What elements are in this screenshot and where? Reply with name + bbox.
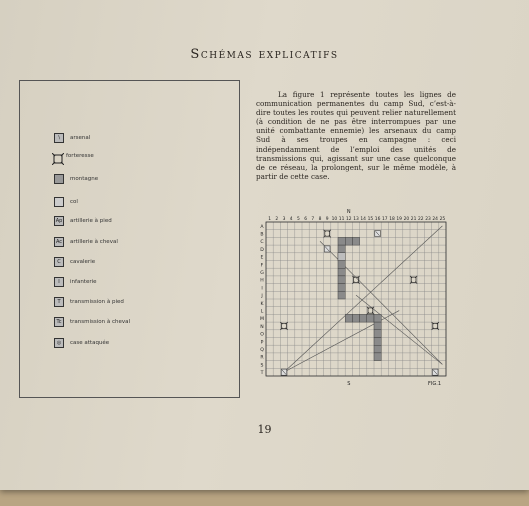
mountain-cell <box>352 237 359 245</box>
row-label: P <box>260 340 264 346</box>
col-icon <box>54 197 64 207</box>
transmission-cheval-icon: Tc <box>54 317 64 327</box>
column-label: 16 <box>374 217 381 222</box>
legend-label: case attaquée <box>70 340 110 346</box>
row-label: F <box>260 263 264 269</box>
legend-label: artillerie à cheval <box>70 239 118 245</box>
row-label: A <box>260 224 264 230</box>
arsenal-icon <box>281 369 287 375</box>
mountain-cell <box>374 330 381 338</box>
arsenal-icon <box>432 369 438 375</box>
body-text <box>256 90 456 181</box>
row-label: B <box>260 232 264 238</box>
column-label: 23 <box>425 217 431 222</box>
legend-item <box>54 132 90 144</box>
column-label: 22 <box>418 217 424 222</box>
arsenal-icon <box>375 231 381 237</box>
mountain-cell <box>338 261 345 269</box>
column-label: 24 <box>432 217 438 222</box>
legend-item <box>54 196 78 208</box>
fortress-icon <box>324 230 331 238</box>
column-label: 7 <box>311 217 315 222</box>
fortress-icon <box>432 322 439 330</box>
legend-label: forteresse <box>66 153 94 159</box>
north-marker: N <box>346 209 351 215</box>
column-label: 19 <box>396 217 402 222</box>
column-label: 13 <box>353 217 359 222</box>
legend-label: transmission à pied <box>70 299 124 305</box>
legend-label: artillerie à pied <box>70 218 112 224</box>
case-attaquee-icon: ◎ <box>54 338 64 348</box>
row-label: K <box>260 301 264 307</box>
column-label: 17 <box>382 217 388 222</box>
route-line <box>284 311 399 373</box>
row-labels <box>260 224 265 376</box>
row-label: T <box>260 371 264 377</box>
artillerie-pied-icon: Ap <box>55 218 63 224</box>
legend-item <box>54 173 98 185</box>
legend-label: col <box>70 199 78 205</box>
legend-label: cavalerie <box>70 259 96 265</box>
legend-item <box>54 256 95 268</box>
mountain-cell <box>338 284 345 292</box>
row-label: M <box>260 317 264 323</box>
mountain-cell <box>338 276 345 284</box>
column-label: 21 <box>410 217 417 222</box>
mountain-cell <box>374 345 381 353</box>
mountain-cell <box>338 268 345 276</box>
transmission-pied-icon: T <box>54 297 64 307</box>
column-label: 8 <box>318 217 322 222</box>
column-labels <box>268 216 445 222</box>
fortress-icon <box>352 276 359 284</box>
column-label: 14 <box>360 217 366 222</box>
column-label: 10 <box>331 217 338 222</box>
column-label: 9 <box>325 217 329 222</box>
row-label: Q <box>260 347 264 353</box>
column-label: 12 <box>346 217 352 222</box>
legend-label: arsenal <box>70 135 91 141</box>
column-label: 4 <box>289 217 293 222</box>
arsenal-icon: ∖ <box>54 133 64 143</box>
legend-label: montagne <box>70 176 99 182</box>
arsenal-icon <box>324 246 330 252</box>
legend-item <box>54 236 118 248</box>
row-label: S <box>260 363 264 369</box>
row-label: G <box>260 270 264 276</box>
row-label: J <box>261 294 263 300</box>
fortress-icon <box>367 307 374 315</box>
row-label: R <box>260 355 264 361</box>
body-paragraph: La figure 1 représente toutes les lignes de communication permanentes du camp Sud, c’est-à-dire toutes les routes qui peuvent relier naturellement (à condition de ne pas être interrompues par une unité combattante ennemie) les arsenaux du camp Sud à ses troupes en campagne : ceci indépendamment de l’emploi des unités de transmissions qui, agissant sur une case quelconque de ce réseau, la prolongent, sur le même modèle, à partir de cette case. <box>256 90 456 181</box>
row-label: O <box>260 332 264 338</box>
column-label: 2 <box>275 217 279 222</box>
cavalerie-icon: C <box>54 257 64 267</box>
column-label: 18 <box>389 217 395 222</box>
mountain-cell <box>367 314 374 322</box>
infanterie-icon: I <box>54 277 64 287</box>
mountain-cell <box>345 314 352 322</box>
legend-item <box>54 316 130 328</box>
row-label: E <box>260 255 264 261</box>
legend-label: infanterie <box>70 279 97 285</box>
column-label: 15 <box>367 217 374 222</box>
legend-item <box>54 337 109 349</box>
page-number: 19 <box>257 423 272 436</box>
legend-box <box>19 80 240 398</box>
figure-caption: FIG.1 <box>428 381 441 387</box>
fortress-icon <box>280 322 287 330</box>
south-marker: S <box>347 381 351 387</box>
artillerie-cheval-icon: Ac <box>55 239 63 245</box>
mountain-cell <box>338 245 345 253</box>
mountain-cell <box>345 237 352 245</box>
column-label: 20 <box>403 217 410 222</box>
figure-1-grid-map <box>252 208 464 394</box>
mountain-cell <box>374 338 381 346</box>
montagne-icon <box>54 174 64 184</box>
legend-item <box>54 150 94 162</box>
row-label: I <box>261 286 263 292</box>
legend-label: transmission à cheval <box>70 319 131 325</box>
mountain-cell <box>374 314 381 322</box>
mountain-cell <box>374 353 381 361</box>
row-label: N <box>260 324 264 330</box>
pass-cell <box>338 253 345 261</box>
row-label: H <box>260 278 264 284</box>
forteresse-icon <box>52 150 64 162</box>
legend-item <box>54 215 112 227</box>
fortress-icon <box>410 276 417 284</box>
row-label: D <box>260 247 264 253</box>
mountain-cell <box>338 237 345 245</box>
row-label: L <box>260 309 264 315</box>
legend-item <box>54 276 97 288</box>
mountain-cell <box>338 291 345 299</box>
column-label: 3 <box>282 217 286 222</box>
column-label: 6 <box>304 217 307 222</box>
mountain-cell <box>352 314 359 322</box>
column-label: 25 <box>439 217 446 222</box>
column-label: 11 <box>338 217 345 222</box>
mountain-cell <box>360 314 367 322</box>
row-label: C <box>260 240 264 246</box>
page-title: Schémas explicatifs <box>190 47 339 62</box>
legend-item <box>54 296 124 308</box>
mountain-cell <box>374 322 381 330</box>
column-label: 5 <box>297 217 300 222</box>
column-label: 1 <box>268 217 271 222</box>
